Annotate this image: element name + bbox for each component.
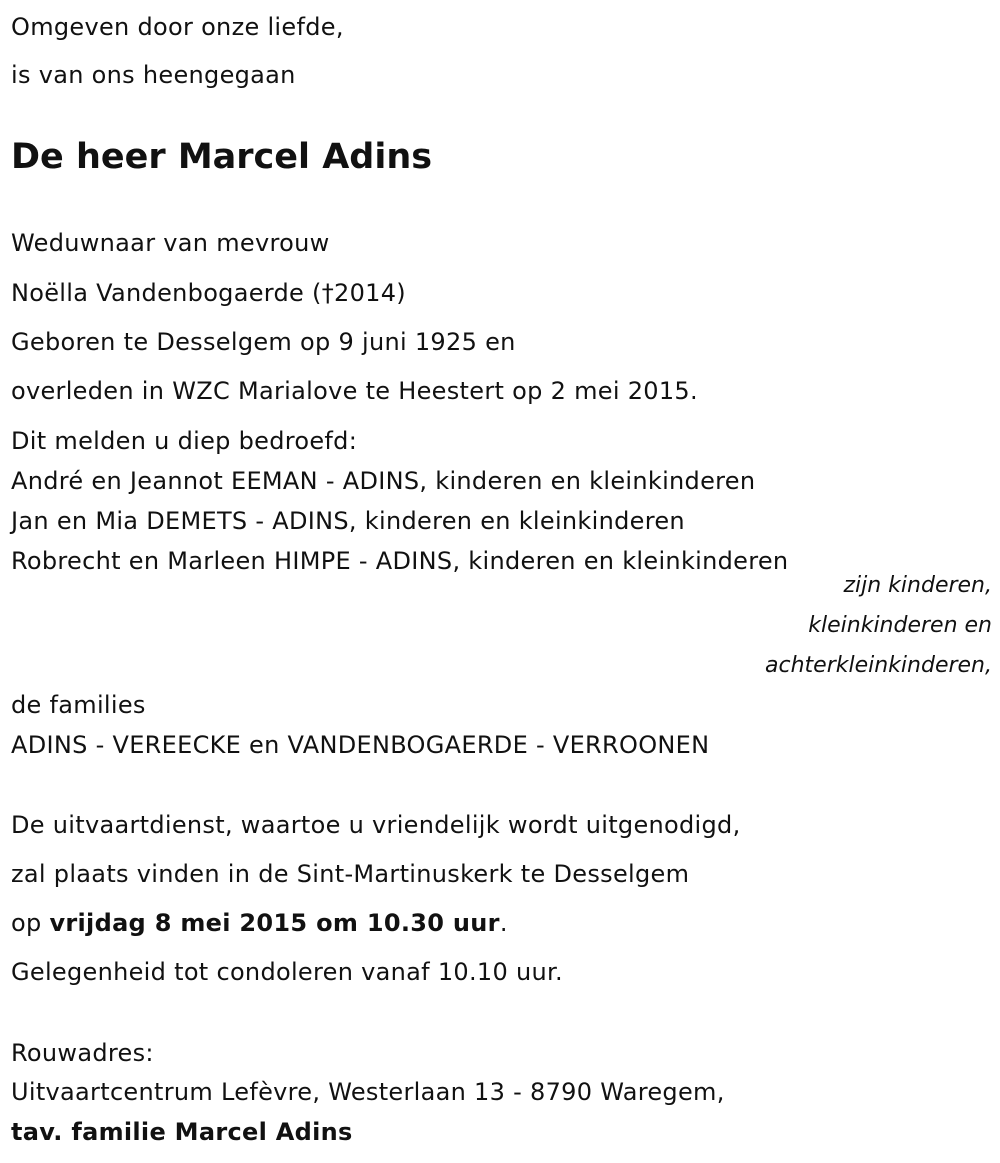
address-label: Rouwadres: [11,1039,154,1067]
relation-line: zijn kinderen, [843,573,992,598]
address-attention: tav. familie Marcel Adins [11,1118,353,1146]
families-names: ADINS - VEREECKE en VANDENBOGAERDE - VERROONEN [11,731,710,759]
service-datetime [11,908,508,938]
families-label: de families [11,691,146,719]
widower-of: Weduwnaar van mevrouw [11,229,330,257]
family-line: André en Jeannot EEMAN - ADINS, kinderen en kleinkinderen [11,467,756,495]
birth-line: Geboren te Desselgem op 9 juni 1925 en [11,328,516,356]
service-datetime-bold: vrijdag 8 mei 2015 om 10.30 uur [49,909,500,937]
intro-line-1: Omgeven door onze liefde, [11,13,344,41]
death-line: overleden in WZC Marialove te Heestert op 2 mei 2015. [11,377,698,405]
spouse-name: Noëlla Vandenbogaerde (†2014) [11,279,406,307]
service-datetime-suffix: . [499,909,508,937]
family-line: Robrecht en Marleen HIMPE - ADINS, kinderen en kleinkinderen [11,547,789,575]
relation-line: kleinkinderen en [808,613,992,638]
service-line-1: De uitvaartdienst, waartoe u vriendelijk wordt uitgenodigd, [11,811,741,839]
service-datetime-prefix: op [11,909,50,937]
service-line-2: zal plaats vinden in de Sint-Martinuskerk te Desselgem [11,860,690,888]
condolences-line: Gelegenheid tot condoleren vanaf 10.10 uur. [11,958,563,986]
address-location: Uitvaartcentrum Lefèvre, Westerlaan 13 - 8790 Waregem, [11,1078,725,1106]
deceased-name: De heer Marcel Adins [11,137,433,177]
relation-line: achterkleinkinderen, [765,653,992,678]
mourners-heading: Dit melden u diep bedroefd: [11,427,358,455]
family-line: Jan en Mia DEMETS - ADINS, kinderen en kleinkinderen [11,507,685,535]
intro-line-2: is van ons heengegaan [11,61,296,89]
